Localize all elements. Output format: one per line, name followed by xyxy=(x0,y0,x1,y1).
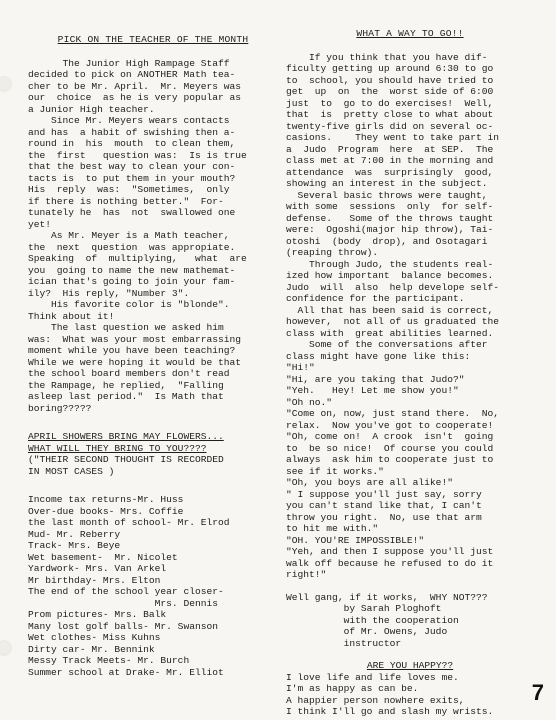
list-items: Income tax returns-Mr. Huss Over-due books- Mrs. Coffie the last month of school- Mr. Elrod Mud- Mr. Reberry Track- Mrs. Beye Wet basement- Mr. Nicolet Yardwork- Mrs. Van Arkel Mr birthday- Mrs. Elton The end of the school year closer- Mrs. Dennis Prom pictures- Mrs. Balk Many lost golf balls- Mr. Swanson Wet clothes- Miss Kuhns Dirty car- Mr. Bennink Messy Track Meets- Mr. Burch Summer school at Drake- Mr. Elliot xyxy=(28,494,230,678)
poem: I love life and life loves me. I'm as happy as can be. A happier person nowhere exits, I think I'll go and slash my wrists. xyxy=(286,671,494,717)
article-subtitle: ("THEIR SECOND THOUGHT IS RECORDED IN MOST CASES ) xyxy=(28,454,224,477)
article-title: PICK ON THE TEACHER OF THE MONTH xyxy=(57,34,249,45)
punch-hole xyxy=(0,640,12,656)
article-body: If you think that you have dif- ficulty getting up around 6:30 to go to school, you should have tried to get up on the worst side of 6:00 just to go to do exercises! Well, that is pretty close to what about twenty-five girls did on several oc- casions. They went to take part in a Judo Program here at SEP. The class met at 7:00 in the morning and attendance was surprisingly good, showing an interest in the subject. Several basic throws were taught, with some sessions only for self- defense. Some of the throws taught were: Ogoshi(major hip throw), Tai- otoshi (body drop), and Osotagari (reaping throw). Through Judo, the students real- ized how important balance becomes. Judo will also help develope self- confidence for the participant. All that has been said is correct, however, not all of us graduated the class with great abilities learned. Some of the conversations after class might have gone like this: "Hi!" "Hi, are you taking that Judo?" "Yeh. Hey! Let me show you!" "Oh no." "Come on, now, just stand there. No, relax. Now you've got to cooperate! "Oh, come on! A crook isn't going to be so nice! Of course you could always ask him to cooperate just to see if it works." "Oh, you boys are all alike!" " I suppose you'll just say, sorry you can't stand like that, I can't throw you right. No, use that arm to hit me with." "OH. YOU'RE IMPOSSIBLE!" "Yeh, and then I suppose you'll just walk off because he refused to do it right!" xyxy=(286,51,500,580)
page-number: 7 xyxy=(531,680,544,705)
byline: Well gang, if it works, WHY NOT??? by Sarah Ploghoft with the cooperation of Mr. Owens, Judo instructor xyxy=(286,591,488,649)
article-body: The Junior High Rampage Staff decided to pick on ANOTHER Math tea- cher to be Mr. April. Mr. Meyers was our choice as he is very popular as a Junior High teacher. Since Mr. Meyers wears contacts and has a habit of swishing then a- round in his mouth to clean them, the first question was: Is is true that the best way to clean your con- tacts is to put them in your mouth? His reply was: "Sometimes, only if there is nothing better." For- tunately he has not swallowed one yet! As Mr. Meyer is a Math teacher, the next question was appropiate. Speaking of multiplying, what are you going to name the new mathemat- ician that's going to join your fam- ily? His reply, "Number 3". His favorite color is "blonde". Think about it! The last question we asked him was: What was your most embarrassing moment while you have been teaching? While we were hoping it would be that the school board members don't read the Rampage, he replied, "Falling asleep last period." Is Math that boring????? xyxy=(28,57,247,414)
left-column xyxy=(28,34,278,678)
punch-hole xyxy=(0,76,12,92)
article-title: ARE YOU HAPPY?? xyxy=(366,660,454,671)
article-title: APRIL SHOWERS BRING MAY FLOWERS... WHAT WILL THEY BRING TO YOU???? xyxy=(28,431,224,454)
article-title: WHAT A WAY TO GO!! xyxy=(356,28,464,39)
right-column xyxy=(286,28,534,718)
